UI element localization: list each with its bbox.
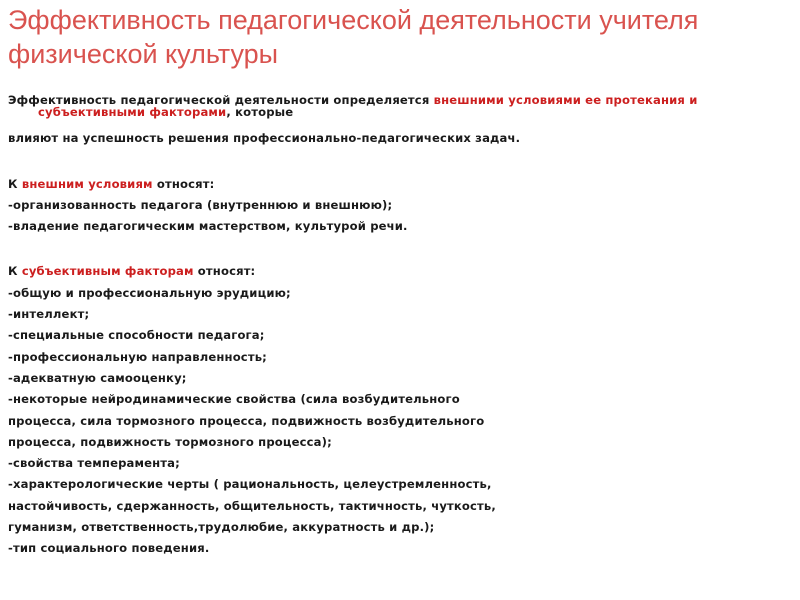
external-heading bbox=[8, 174, 788, 195]
list-item: -некоторые нейродинамические свойства (сила возбудительного bbox=[8, 392, 460, 407]
spacer bbox=[8, 237, 788, 261]
subjective-heading bbox=[8, 261, 788, 282]
intro-line-3: влияют на успешность решения профессионально-педагогических задач. bbox=[8, 131, 521, 146]
list-item: -профессиональную направленность; bbox=[8, 349, 267, 364]
list-item: -владение педагогическим мастерством, культурой речи. bbox=[8, 219, 408, 234]
subjective-lead: К bbox=[8, 264, 22, 279]
list-item: -общую и профессиональную эрудицию; bbox=[8, 285, 291, 300]
intro-text-2: , которые bbox=[226, 105, 294, 120]
spacer bbox=[8, 150, 788, 174]
intro-highlight: внешними условиями ее протекания и bbox=[433, 93, 698, 107]
list-item: настойчивость, сдержанность, общительность, тактичность, чуткость, bbox=[8, 498, 496, 513]
list-item: -организованность педагога (внутреннюю и внешнюю); bbox=[8, 197, 393, 212]
external-lead-end: относят: bbox=[152, 176, 215, 191]
list-item: процесса, сила тормозного процесса, подвижность возбудительного bbox=[8, 413, 485, 428]
list-item: -адекватную самооценку; bbox=[8, 370, 187, 385]
subjective-highlight: субъективным факторам bbox=[21, 264, 194, 279]
list-item: гуманизм, ответственность,трудолюбие, аккуратность и др.); bbox=[8, 520, 435, 535]
intro-highlight-2: субъективными факторами bbox=[38, 105, 227, 120]
list-item: процесса, подвижность тормозного процесса); bbox=[8, 434, 332, 449]
subjective-lead-end: относят: bbox=[193, 264, 256, 279]
list-item: -свойства темперамента; bbox=[8, 456, 180, 471]
list-item: -характерологические черты ( рациональность, целеустремленность, bbox=[8, 477, 492, 492]
list-item: -тип социального поведения. bbox=[8, 541, 210, 556]
list-item: -специальные способности педагога; bbox=[8, 328, 265, 343]
list-item: -интеллект; bbox=[8, 307, 90, 322]
slide-title: Эффективность педагогической деятельности учителя физической культуры bbox=[8, 5, 699, 69]
intro-text: Эффективность педагогической деятельности определяется bbox=[8, 93, 434, 107]
slide-body bbox=[8, 90, 788, 560]
external-lead: К bbox=[8, 176, 22, 191]
external-highlight: внешним условиям bbox=[21, 176, 153, 191]
